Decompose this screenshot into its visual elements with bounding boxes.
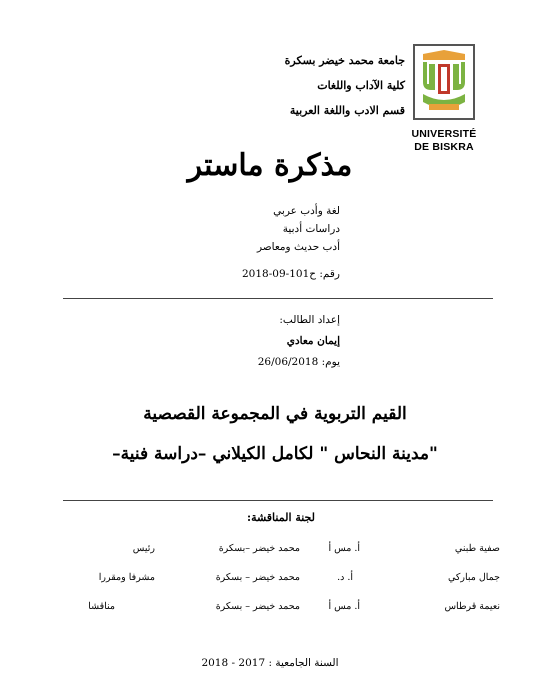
member-affiliation: محمد خيضر – بسكرة: [215, 572, 300, 583]
divider-bottom: [63, 500, 493, 501]
member-rank: أ. مس أ: [328, 601, 360, 612]
member-name: صفية طبني: [454, 543, 500, 554]
specialty: أدب حديث ومعاصر: [256, 241, 340, 253]
logo-emblem-icon: [415, 46, 473, 118]
branch: دراسات أدبية: [282, 223, 340, 235]
committee-row: [40, 572, 500, 590]
field: لغة وأدب عربي: [273, 205, 340, 217]
committee-row: [40, 601, 500, 619]
logo-text-line2: DE BISKRA: [414, 141, 474, 153]
logo-emblem: [413, 44, 475, 120]
date-label: يوم:: [321, 356, 340, 368]
date-value: 26/06/2018: [257, 356, 319, 368]
divider-top: [63, 298, 493, 299]
faculty-name: كلية الآداب واللغات: [317, 79, 405, 92]
committee-row: [40, 543, 500, 561]
student-name: إيمان معادي: [286, 335, 340, 347]
logo-text: [405, 128, 483, 154]
member-affiliation: محمد خيضر –بسكرة: [218, 543, 300, 554]
reference-number: رقم: ح101-09-2018: [241, 268, 340, 280]
academic-year: السنة الجامعية : 2017 - 2018: [201, 657, 339, 669]
member-rank: أ. مس أ: [328, 543, 360, 554]
thesis-title-line1: القيم التربوية في المجموعة القصصية: [143, 404, 407, 424]
university-name: جامعة محمد خيضر بسكرة: [284, 54, 405, 67]
prepared-by-label: إعداد الطالب:: [279, 314, 340, 326]
logo-text-line1: UNIVERSITÉ: [411, 128, 477, 140]
page-title: مذكرة ماستر: [187, 148, 353, 183]
member-name: جمال مباركي: [447, 572, 500, 583]
university-logo: [405, 44, 483, 160]
committee-heading: لجنة المناقشة:: [247, 511, 315, 524]
member-affiliation: محمد خيضر – بسكرة: [215, 601, 300, 612]
member-name: نعيمة قرطاس: [444, 601, 500, 612]
member-role: مناقشا: [88, 601, 115, 612]
defense-date: [140, 356, 340, 368]
department-name: قسم الادب واللغة العربية: [289, 104, 405, 117]
member-rank: أ. د.: [337, 572, 353, 583]
member-role: رئيس: [132, 543, 155, 554]
university-header: [145, 48, 405, 123]
thesis-title-line2: "مدينة النحاس " لكامل الكيلاني –دراسة فنية–: [112, 444, 438, 464]
member-role: مشرفا ومقررا: [98, 572, 155, 583]
